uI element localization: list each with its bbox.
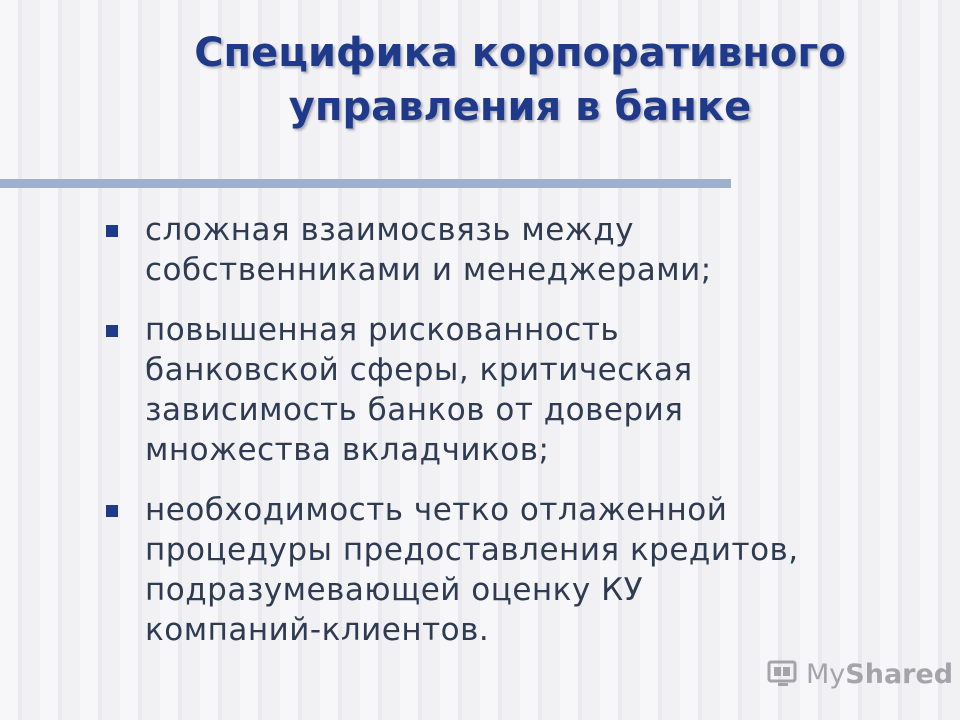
bullet-item-3-line-2: процедуры предоставления кредитов, <box>145 532 799 568</box>
square-bullet-icon <box>106 325 118 337</box>
bullet-item-3-line-1: необходимость четко отлаженной <box>145 492 728 528</box>
myshared-watermark <box>766 656 953 692</box>
bullet-item-1-line-2: собственниками и менеджерами; <box>145 252 712 288</box>
title-divider <box>0 179 731 188</box>
bullet-item-3-line-4: компаний-клиентов. <box>145 612 490 648</box>
bullet-item-2 <box>104 310 924 470</box>
bullet-item-2-line-3: зависимость банков от доверия <box>145 392 684 428</box>
bullet-item-1 <box>104 210 924 290</box>
myshared-wordmark-name: Shared <box>845 658 954 690</box>
bullet-item-2-line-2: банковской сферы, критическая <box>145 352 693 388</box>
myshared-wordmark <box>806 659 953 690</box>
bullet-item-1-line-1: сложная взаимосвязь между <box>145 212 635 248</box>
bullet-item-3-line-3: подразумевающей оценку КУ <box>145 572 643 608</box>
bullet-list <box>104 210 924 670</box>
myshared-logo-icon <box>766 658 800 690</box>
square-bullet-icon <box>106 505 118 517</box>
bullet-item-2-line-1: повышенная рискованность <box>145 312 620 348</box>
myshared-wordmark-prefix: My <box>806 658 846 690</box>
slide-title <box>130 26 910 134</box>
bullet-item-2-line-4: множества вкладчиков; <box>145 432 550 468</box>
bullet-item-3 <box>104 490 924 650</box>
slide-title-line-2: управления в банке <box>288 84 752 130</box>
square-bullet-icon <box>106 225 118 237</box>
slide-title-line-1: Специфика корпоративного <box>194 30 846 76</box>
